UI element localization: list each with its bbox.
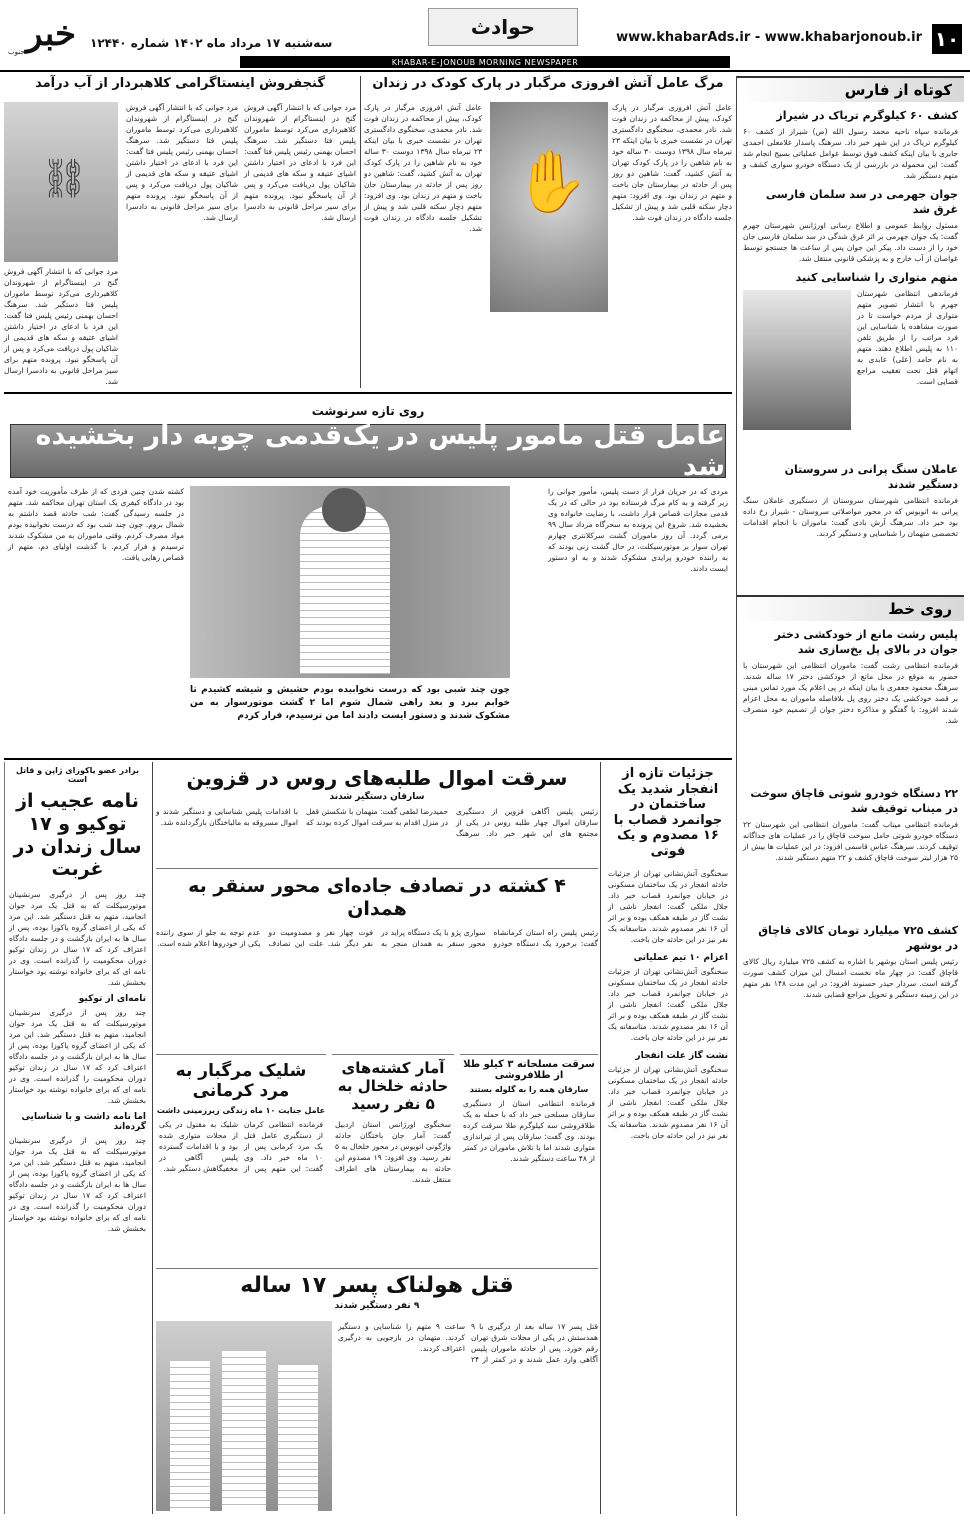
brief-body: مسئول روابط عمومی و اطلاع رسانی اورژانس شهرستان جهرم گفت: یک جوان جهرمی بر اثر غرق شدگی در سد سلمان فارسی جان خود را از دست داد. پیکر این جوان پس از ساعت ها جستجو توسط غواصان از آب خارج و به پزشکی قانونی منتقل شد.: [743, 221, 958, 263]
suspect-photo: [743, 290, 851, 430]
story-body: چند روز پس از درگیری سرنشینان موتورسیکلت که به قتل یک مرد جوان انجامید، متهم به قتل دستگیر شد. این مرد که یکی از اعضای گروه یاکوزا بوده، پس از سال ها به ایران بازگشت و در جلسه دادگاه اعتراف کرد که ۱۷ سال در زندان توکیو دوران محکومیت را گذرانده است. وی در نامه ای که برای خانواده نوشته بود خواستار بخشش شد.: [9, 890, 146, 988]
hand-icon: ✋: [514, 147, 589, 217]
story-body: مرد جوانی که با انتشار آگهی فروش گنج در اینستاگرام از شهروندان کلاهبرداری می‌کرد توسط ماموران پلیس فتا دستگیر شد. سرهنگ احسان بهمنی رئیس پلیس فتا گفت: این فرد با ادعای در اختیار داشتن اشیای عتیقه و سکه های قدیمی از شاکیان پول دریافت می‌کرد و پس از آن پاسخگو نبود. پرونده متهم برای سیر مراحل قانونی به دادسرا ارسال شد.: [244, 103, 356, 222]
english-name-band: KHABAR-E-JONOUB MORNING NEWSPAPER: [240, 56, 730, 68]
handcuffs-icon: ⛓: [40, 156, 89, 200]
website-urls[interactable]: www.khabarAds.ir - www.khabarjonoub.ir: [616, 30, 922, 45]
story-subhead: نامه‌ای از توکیو: [78, 994, 146, 1005]
story-subhead: سارقان دستگیر شدند: [329, 792, 425, 802]
side-header-online: روی خط: [737, 595, 964, 621]
feature-caption: چون چند شبی بود که درست نخوابیده بودم حشیش و شیشه کشیدم تا خوابم ببرد و بعد راهی شمال شوم اما ۲ گشت موتورسوار به من مشکوک شدند و دستور ایست دادند اما من ترسیدم، فرار کردم: [190, 685, 510, 721]
brief-body: رئیس پلیس استان بوشهر با اشاره به کشف ۷۲۵ میلیارد ریال کالای قاچاق گفت: در چهار ماه نخست امسال این میزان کشف صورت گرفته است. سردار حیدر حسنوند افزود: در این مدت ۱۴۸ نفر متهم در این زمینه دستگیر و تحویل مراجع قضایی شدند.: [743, 957, 959, 999]
brief-drowning: [737, 187, 964, 264]
story-headline: جزئیات تازه از انفجار شدید یک ساختمان در جوانمرد قصاب با ۱۶ مصدوم و یک فوتی: [613, 766, 723, 859]
story-subhead: سارقان همه را به گلوله بستند: [469, 1085, 589, 1094]
section-title: حوادث: [428, 8, 578, 46]
feature-body-right: مردی که در جریان فرار از دست پلیس، مأمور جوانی را زیر گرفته و به کام مرگ فرستاده بود در حالی که در یک قدمی مجازات قصاص قرار داشت، با رضایت خانواده وی بخشیده شد. شروع این پرونده به سحرگاه مرداد سال ۹۹ برمی گردد. آن روز ماموران گشت سرکلانتری چهارم تهران سوار بر موتورسیکلت، در حال گشت زنی بودند که به راننده خودرو پرایدی مشکوک شدند و به او دستور ایست دادند.: [548, 487, 728, 573]
brief-rasht: [737, 627, 964, 726]
brief-body: فرمانده انتظامی شهرستان سروستان از دستگیری عاملان سنگ پرانی به اتوبوس که در محور مواصلاتی سروستان - شیراز رخ داده بود خبر داد. سرهنگ آرش بادی گفت: ماموران با انجام اقدامات تخصصی متهمان را شناسایی و دستگیر کردند.: [743, 496, 958, 538]
brief-stones: [737, 434, 964, 539]
story-body: سخنگوی آتش‌نشانی تهران از جزئیات حادثه انفجار در یک ساختمان مسکونی در خیابان جوانمرد قصاب خبر داد. جلال ملکی گفت: انفجار ناشی از نشت گاز در طبقه همکف بوده و بر اثر آن ۱۶ نفر مصدوم شدند. متاسفانه یک نفر نیز در این حادثه جان باخت.: [608, 1064, 728, 1140]
story-body: عامل آتش افروزی مرگبار در پارک کودک، پیش از محاکمه در زندان فوت شد. نادر محمدی، سخنگوی دادگستری تهران در نشست خبری با بیان اینکه ۲۳ تیرماه سال ۱۳۹۸ دوست ۳۰ ساله خود به نام شاهین را در پارک کودک تهران به آتش کشید، گفت: شاهین دو روز پس از حادثه در بیمارستان جان باخت و متهم در زندان بود. وی افزود: متهم دچار سکته قلبی شد و پیش از تشکیل جلسه دادگاه در زندان فوت شد.: [364, 103, 482, 233]
brief-body: فرمانده سپاه ناحیه محمد رسول الله (ص) شیراز از کشف ۶۰ کیلوگرم تریاک در این شهر خبر داد. سرهنگ پاسدار غلامعلی احمدی جابری با بیان اینکه کشف فوق توسط عوامل عملیاتی بسیج انجام شد گفت: این محموله در بازرسی از یک دستگاه خودرو سواری کشف و متهم دستگیر شد.: [743, 127, 958, 180]
brief-title: متهم متواری را شناسایی کنید: [795, 271, 958, 284]
story-body: عامل آتش افروزی مرگبار در پارک کودک، پیش از محاکمه در زندان فوت شد. نادر محمدی، سخنگوی دادگستری تهران در نشست خبری با بیان اینکه ۲۳ تیرماه سال ۱۳۹۸ دوست ۳۰ ساله خود به نام شاهین را در پارک کودک تهران به آتش کشید، گفت: شاهین دو روز پس از حادثه در بیمارستان جان باخت و متهم در زندان بود. وی افزود: متهم دچار سکته قلبی شد و پیش از تشکیل جلسه دادگاه در زندان فوت شد.: [612, 103, 732, 222]
newspaper-logo: خبر: [25, 14, 76, 54]
brief-title: کشف ۶۰ کیلوگرم تریاک در شیراز: [776, 109, 958, 122]
story-subhead: اعزام ۱۰ تیم عملیاتی: [633, 952, 728, 963]
story-headline: شلیک مرگبار به مرد کرمانی: [175, 1061, 307, 1102]
feature-body-left: کشته شدن چنین فردی که از طرف مأموریت خود آمده بود در دادگاه کیفری یک استان تهران محاکمه شد. متهم در جلسه رسیدگی گفت: شب حادثه قصد داشتم به شمال بروم. چون چند شب بود که درست نخوابیده بودم مواد مصرف کردم. وقتی ماموران به من مشکوک شدند ترسیدم و فرار کردم. با گذشت اولیای دم، متهم از قصاص رهایی یافت.: [8, 487, 184, 562]
story-body: فرمانده انتظامی کرمان از دستگیری عامل قتل یک مرد کرمانی پس از ۱۰ ماه خبر داد. وی گفت: این متهم پس از شلیک به مقتول در یکی از محلات متواری شده بود و با اقدامات گسترده پلیس آگاهی در مخفیگاهش دستگیر شد.: [159, 1119, 323, 1173]
brief-body: فرمانده انتظامی رشت گفت: ماموران انتظامی این شهرستان با حضور به موقع در محل مانع از خودکشی دختر ۱۷ ساله شدند. سرهنگ محمود جعفری با بیان اینکه در پی اعلام یک مورد تماس مبنی بر قصد خودکشی یک دختر روی پل بلافاصله ماموران به محل اعزام شدند افزود: با گفتگو و مذاکره دختر جوان از تصمیم خود منصرف شد.: [743, 661, 958, 725]
story-body: چند روز پس از درگیری سرنشینان موتورسیکلت که به قتل یک مرد جوان انجامید، متهم به قتل دستگیر شد. این مرد که یکی از اعضای گروه یاکوزا بوده، پس از سال ها به ایران بازگشت و در جلسه دادگاه اعتراف کرد که ۱۷ سال در زندان توکیو دوران محکومیت را گذرانده است. وی در نامه ای که برای خانواده نوشته بود خواستار بخشش شد.: [9, 1136, 146, 1234]
story-russia-theft: [156, 762, 598, 862]
brief-body: فرمانده انتظامی میناب گفت: ماموران انتظامی این شهرستان ۲۲ دستگاه خودرو شوتی حامل سوخت قاچاق را در عملیات های جداگانه توقیف کردند. سرهنگ عباس قاسمی افزود: در این عملیات ها بیش از ۲۵ هزار لیتر سوخت قاچاق کشف و ۲۲ متهم دستگیر شدند.: [743, 820, 958, 862]
brief-body: فرماندهی انتظامی شهرستان جهرم با انتشار تصویر متهم متواری از مردم خواست تا در صورت مشاهده یا شناسایی این فرد مراتب را از طریق تلفن ۱۱۰ به پلیس اطلاع دهند. متهم به نام حامد (علی) عابدی به اتهام قتل تحت تعقیب مراجع قضایی است.: [857, 289, 958, 386]
story-body: سخنگوی اورژانس استان اردبیل گفت: آمار جان باختگان حادثه واژگونی اتوبوس در محور خلخال به ۵ نفر رسید. وی افزود: ۱۹ مصدوم این حادثه به بیمارستان های اطراف منتقل شدند.: [335, 1120, 452, 1184]
story-headline: قتل هولناک پسر ۱۷ ساله: [240, 1273, 514, 1298]
story-subhead: ۹ نفر دستگیر شدند: [334, 1301, 420, 1312]
story-headline: آمار کشته‌های حادثه خلخال به ۵ نفر رسید: [337, 1059, 449, 1113]
story-headline: ۴ کشته در تصادف جاده‌ای محور سنقر به همدان: [188, 875, 566, 920]
story-body: فرمانده انتظامی استان از دستگیری سارقان مسلحی خبر داد که با حمله به یک طلافروشی سه کیلوگرم طلا سرقت کرده بودند. وی گفت: سارقان پس از تیراندازی متواری شدند اما با تلاش ماموران در کمتر از ۴۸ ساعت دستگیر شدند.: [463, 1099, 595, 1163]
feature-headline-band: [10, 420, 726, 482]
brief-minab: [737, 786, 964, 863]
feature-headline: عامل قتل مأمور پلیس در یک‌قدمی چوبه دار بخشیده شد: [35, 420, 725, 482]
suspect-figure: [170, 1361, 210, 1511]
story-body: سخنگوی آتش‌نشانی تهران از جزئیات حادثه انفجار در یک ساختمان مسکونی در خیابان جوانمرد قصاب خبر داد. جلال ملکی گفت: انفجار ناشی از نشت گاز در طبقه همکف بوده و بر اثر آن ۱۶ نفر مصدوم شدند. متاسفانه یک نفر نیز در این حادثه جان باخت.: [608, 868, 728, 944]
story-teen-murder: [156, 1268, 598, 1514]
feature-forgiven: [4, 400, 732, 750]
brief-title: پلیس رشت مانع از خودکشی دختر جوان در بالای پل یخ‌سازی شد: [774, 628, 958, 656]
story-headline: گنجفروش اینستاگرامی کلاهبردار از آب درآمد: [35, 76, 325, 91]
right-column: [736, 76, 964, 1516]
story-park-fire: [364, 76, 732, 386]
story-headline: نامه عجیب از توکیو و ۱۷ سال زندان در غربت: [13, 790, 142, 881]
prisoner-head: [322, 488, 366, 532]
story-hamedan-crash: [156, 868, 598, 1048]
story-headline: سرقت مسلحانه ۳ کیلو طلا از طلافروشی: [463, 1059, 595, 1081]
story-body: سخنگوی آتش‌نشانی تهران از جزئیات حادثه انفجار در یک ساختمان مسکونی در خیابان جوانمرد قصاب خبر داد. جلال ملکی گفت: انفجار ناشی از نشت گاز در طبقه همکف بوده و بر اثر آن ۱۶ نفر مصدوم شدند. متاسفانه یک نفر نیز در این حادثه جان باخت.: [608, 966, 728, 1042]
story-body: رئیس پلیس آگاهی قزوین از دستگیری سارقان اموال چهار طلبه روس در یکی از مجتمع های این شهر خبر داد. سرهنگ حمیدرضا لطفی گفت: متهمان با شکستن قفل در منزل اقدام به سرقت اموال کرده بودند که با اقدامات پلیس شناسایی و دستگیر شدند و اموال مسروقه به مالباختگان بازگردانده شد.: [156, 807, 598, 838]
newspaper-logo-sub: جنوب: [8, 48, 25, 56]
side-header-fars: کوتاه از فارس: [737, 76, 964, 102]
story-khalkhal: [332, 1054, 454, 1264]
story-blast: [604, 762, 732, 1514]
story-body: چند روز پس از درگیری سرنشینان موتورسیکلت که به قتل یک مرد جوان انجامید، متهم به قتل دستگیر شد. این مرد که یکی از اعضای گروه یاکوزا بوده، پس از سال ها به ایران بازگشت و در جلسه دادگاه اعتراف کرد که ۱۷ سال در زندان توکیو دوران محکومیت را گذرانده است. وی در نامه ای که برای خانواده نوشته بود خواستار بخشش شد.: [9, 1008, 146, 1106]
feature-kicker: روی تازه سرنوشت: [311, 404, 425, 418]
brief-title: کشف ۷۲۵ میلیارد تومان کالای قاچاق در بوشهر: [758, 924, 958, 952]
brief-title: ۲۲ دستگاه خودرو شوتی قاچاق سوخت در میناب توقیف شد: [750, 787, 958, 815]
story-subhead: اما نامه داشت و با شناسایی گرده‌اند: [21, 1112, 146, 1133]
story-armed-robbery: [460, 1054, 598, 1264]
story-kerman: [156, 1054, 326, 1264]
story-headline: سرقت اموال طلبه‌های روس در قزوین: [186, 766, 568, 790]
story-kicker: برادر عضو یاکوزای ژاپن و قاتل است: [16, 766, 139, 784]
story-instagram-scam: [4, 76, 356, 386]
story-subhead: عامل جنایت ۱۰ ماه زندگی زیرزمینی داشت: [156, 1105, 326, 1115]
story-body: مرد جوانی که با انتشار آگهی فروش گنج در اینستاگرام از شهروندان کلاهبرداری می‌کرد توسط ماموران پلیس فتا دستگیر شد. سرهنگ احسان بهمنی رئیس پلیس فتا گفت: این فرد با ادعای در اختیار داشتن اشیای عتیقه و سکه های قدیمی از شاکیان پول دریافت می‌کرد و پس از آن پاسخگو نبود. پرونده متهم برای سیر مراحل قانونی به دادسرا ارسال شد.: [126, 103, 238, 222]
story-body: مرد جوانی که با انتشار آگهی فروش گنج در اینستاگرام از شهروندان کلاهبرداری می‌کرد توسط ماموران پلیس فتا دستگیر شد. سرهنگ احسان بهمنی رئیس پلیس فتا گفت: این فرد با ادعای در اختیار داشتن اشیای عتیقه و سکه های قدیمی از شاکیان پول دریافت می‌کرد و پس از آن پاسخگو نبود. پرونده متهم برای سیر مراحل قانونی به دادسرا ارسال شد.: [4, 267, 118, 386]
prisoner-photo: [190, 486, 510, 678]
page-number: ۱۰: [932, 24, 962, 54]
arrested-men-photo: [156, 1321, 332, 1511]
suspect-figure: [222, 1351, 266, 1511]
story-tokyo: [4, 762, 150, 1514]
brief-opium: [737, 108, 964, 181]
story-headline: مرگ عامل آتش افروزی مرگبار در پارک کودک در زندان: [372, 76, 724, 91]
brief-title: جوان جهرمی در سد سلمان فارسی غرق شد: [765, 188, 958, 216]
brief-bushehr: [737, 923, 964, 1000]
suspect-figure: [278, 1365, 318, 1511]
brief-title: عاملان سنگ پرانی در سروستان دستگیر شدند: [784, 463, 958, 491]
masthead: [0, 0, 970, 67]
story-body: قتل پسر ۱۷ ساله بعد از درگیری با ۹ همدستش در یکی از محلات شرق تهران رقم خورد. پس از حادثه ماموران پلیس آگاهی وارد عمل شدند و در کمتر از ۲۴ ساعت ۹ متهم را شناسایی و دستگیر کردند. متهمان در بازجویی به درگیری اعتراف کردند.: [338, 1322, 598, 1364]
story-body: رئیس پلیس راه استان کرمانشاه گفت: برخورد یک دستگاه خودرو سواری پژو با یک دستگاه پراید در محور سنقر به همدان منجر به فوت چهار نفر و مصدومیت دو نفر دیگر شد. علت این تصادف عدم توجه به جلو از سوی راننده یکی از خودروها اعلام شده است.: [156, 927, 598, 948]
brief-wanted: [737, 264, 964, 434]
story-subhead: نشت گاز علت انفجار: [635, 1050, 728, 1061]
issue-date: سه‌شنبه ۱۷ مرداد ماه ۱۴۰۲ شماره ۱۲۴۴۰: [90, 36, 333, 50]
